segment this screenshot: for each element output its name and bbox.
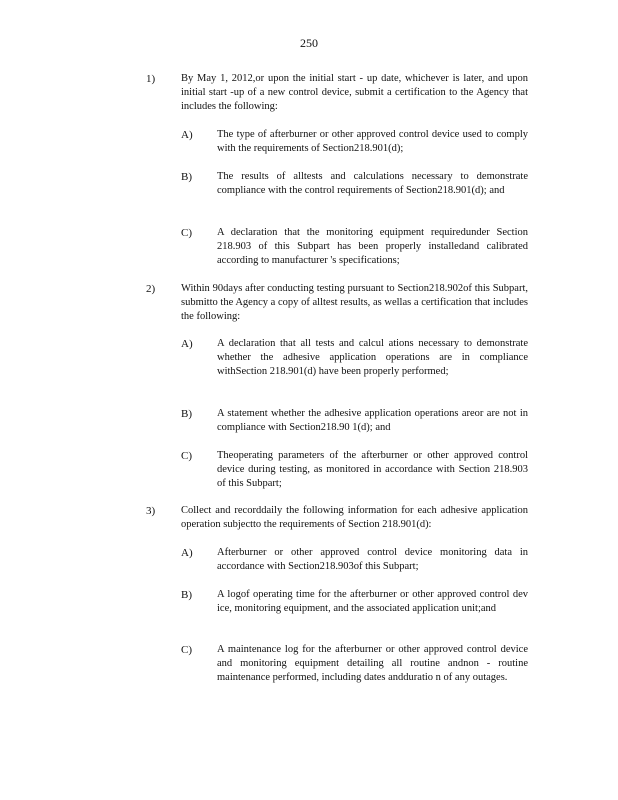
subitem-text: The results of alltests and calculations necessary to demonstrate compliance with the control requirements of Section218.901(d); and xyxy=(217,171,528,196)
subitem-text: A logof operating time for the afterburner or other approved control dev ice, monitoring equipment, and the associated application unit;and xyxy=(217,589,528,614)
page-number: 250 xyxy=(300,36,318,50)
subitem-label: A) xyxy=(181,129,193,141)
subitem-text: A declaration that all tests and calcul ations necessary to demonstrate whether the adhesive application operations are in compliance withSection 218.901(d) have been properly performed; xyxy=(217,338,528,377)
subitem-text: A statement whether the adhesive application operations areor are not in compliance with Section218.90 1(d); and xyxy=(217,408,528,433)
subitem-label: C) xyxy=(181,644,192,656)
subitem-label: B) xyxy=(181,171,192,183)
subitem-label: C) xyxy=(181,227,192,239)
subitem-text: A declaration that the monitoring equipment requiredunder Section 218.903 of this Subpart has been properly installedand calibrated according to manufacturer 's specifications; xyxy=(217,227,528,266)
item-text: By May 1, 2012,or upon the initial start - up date, whichever is later, and upon initial start -up of a new control device, submit a certification to the Agency that includes the following: xyxy=(181,73,528,112)
subitem-label: C) xyxy=(181,450,192,462)
item-number: 1) xyxy=(146,73,156,85)
subitem-label: B) xyxy=(181,589,192,601)
item-text: Within 90days after conducting testing pursuant to Section218.902of this Subpart, submitto the Agency a copy of alltest results, as wellas a certification that includes the following: xyxy=(181,283,528,322)
subitem-label: A) xyxy=(181,547,193,559)
subitem-text: The type of afterburner or other approved control device used to comply with the requirements of Section218.901(d); xyxy=(217,129,528,154)
item-number: 2) xyxy=(146,283,156,295)
item-number: 3) xyxy=(146,505,156,517)
subitem-label: A) xyxy=(181,338,193,350)
subitem-label: B) xyxy=(181,408,192,420)
subitem-text: Theoperating parameters of the afterburner or other approved control device during testing, as monitored in accordance with Section 218.903 of this Subpart; xyxy=(217,450,528,489)
item-text: Collect and recorddaily the following information for each adhesive application operation subjectto the requirements of Section 218.901(d): xyxy=(181,505,528,530)
subitem-text: Afterburner or other approved control device monitoring data in accordance with Section218.903of this Subpart; xyxy=(217,547,528,572)
subitem-text: A maintenance log for the afterburner or other approved control device and monitoring equipment detailing all routine andnon - routine maintenance performed, including dates andduratio n of any outages. xyxy=(217,644,528,683)
